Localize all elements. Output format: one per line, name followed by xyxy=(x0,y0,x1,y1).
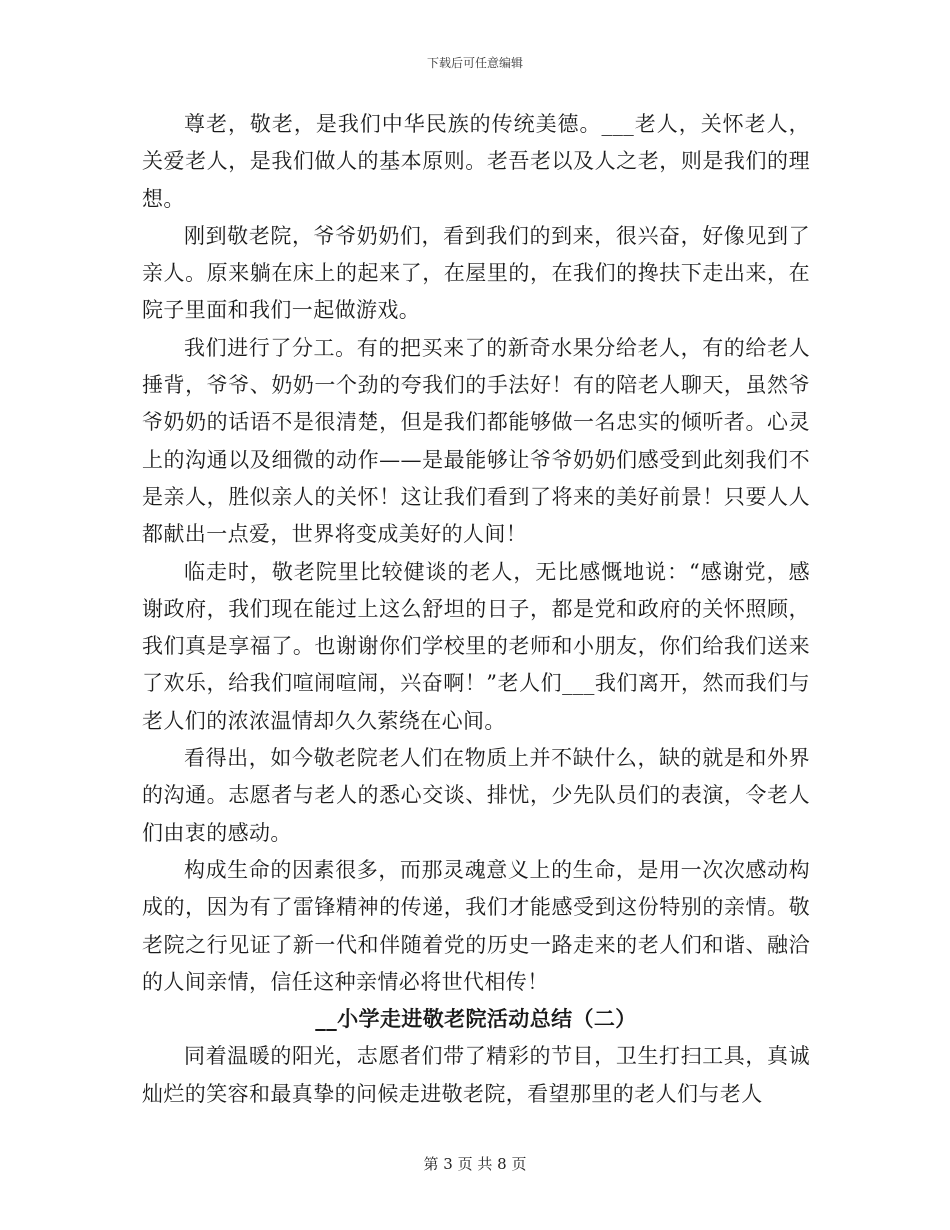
paragraph-3: 我们进行了分工。有的把买来了的新奇水果分给老人，有的给老人捶背，爷爷、奶奶一个劲的夸我们的手法好！有的陪老人聊天，虽然爷爷奶奶的话语不是很清楚，但是我们都能够做一名忠实的倾听者。心灵上的沟通以及细微的动作——是最能够让爷爷奶奶们感受到此刻我们不是亲人，胜似亲人的关怀！这让我们看到了将来的美好前景！只要人人都献出一点爱，世界将变成美好的人间！ xyxy=(142,335,810,547)
paragraph-6: 构成生命的因素很多，而那灵魂意义上的生命，是用一次次感动构成的，因为有了雷锋精神的传递，我们才能感受到这份特别的亲情。敬老院之行见证了新一代和伴随着党的历史一路走来的老人们和谐、融洽的人间亲情，信任这种亲情必将世代相传！ xyxy=(142,857,810,994)
paragraph-2: 刚到敬老院，爷爷奶奶们，看到我们的到来，很兴奋，好像见到了亲人。原来躺在床上的起来了，在屋里的，在我们的搀扶下走出来，在院子里面和我们一起做游戏。 xyxy=(142,223,810,323)
section-title: __小学走进敬老院活动总结（二） xyxy=(315,1007,637,1032)
page-header: 下载后可任意编辑 xyxy=(426,56,523,70)
page-footer: 第 3 页 共 8 页 xyxy=(423,1155,527,1173)
paragraph-7: 同着温暖的阳光，志愿者们带了精彩的节目，卫生打扫工具，真诚灿烂的笑容和最真挚的问候走进敬老院，看望那里的老人们与老人 xyxy=(142,1044,810,1106)
paragraph-1: 尊老，敬老，是我们中华民族的传统美德。___老人，关怀老人，关爱老人，是我们做人的基本原则。老吾老以及人之老，则是我们的理想。 xyxy=(142,112,810,211)
document-body xyxy=(142,106,810,1113)
paragraph-5: 看得出，如今敬老院老人们在物质上并不缺什么，缺的就是和外界的沟通。志愿者与老人的悉心交谈、排忧，少先队员们的表演，令老人们由衷的感动。 xyxy=(142,746,810,845)
paragraph-4: 临走时，敬老院里比较健谈的老人，无比感慨地说：“感谢党，感谢政府，我们现在能过上这么舒坦的日子，都是党和政府的关怀照顾，我们真是享福了。也谢谢你们学校里的老师和小朋友，你们给我们送来了欢乐，给我们喧闹喧闹，兴奋啊！”老人们___我们离开，然而我们与老人们的浓浓温情却久久萦绕在心间。 xyxy=(142,559,810,733)
